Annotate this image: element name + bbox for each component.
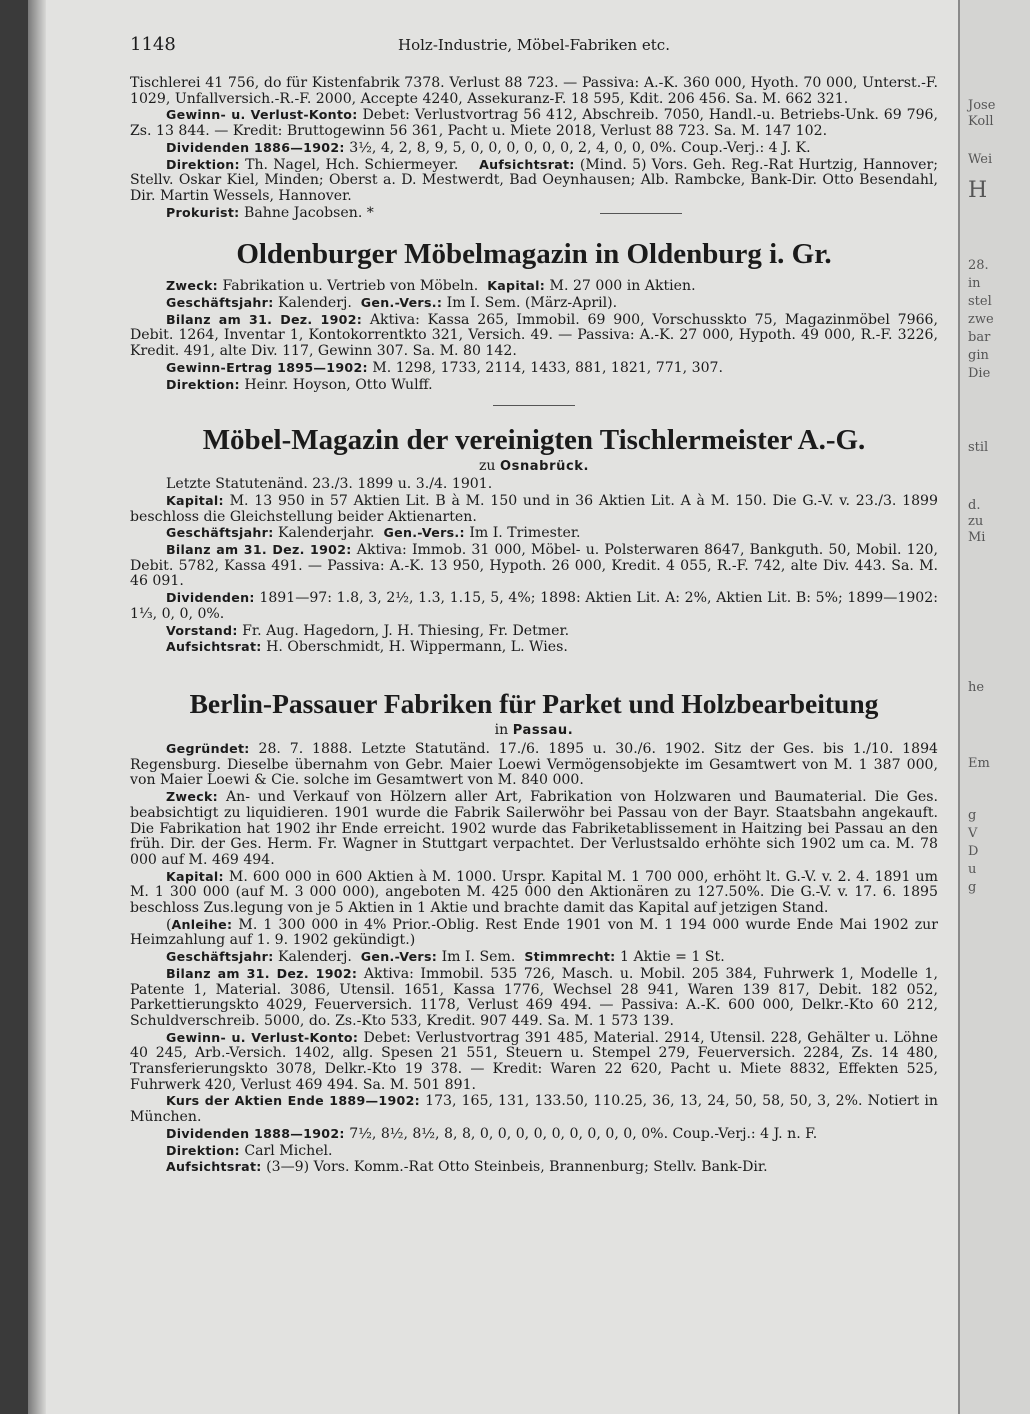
- entry-moebel-magazin: [130, 422, 938, 656]
- field-value: M. 13 950 in 57 Aktien Lit. B à M. 150 und in 36 Aktien Lit. A à M. 150. Die G.-V. v. 23./3. 1899 beschloss die Gleichstellung beider Aktienarten.: [130, 492, 938, 525]
- field-label: Vorstand:: [166, 622, 238, 638]
- field-label: Aufsichtsrat:: [479, 156, 575, 172]
- field-value: 173, 165, 131, 133.50, 110.25, 36, 13, 24, 50, 58, 50, 3, 2%. Notiert in München.: [130, 1093, 938, 1126]
- gewinn-ertrag: [130, 360, 938, 377]
- page-number: 1148: [130, 34, 176, 55]
- margin-fragment: D: [968, 844, 979, 859]
- margin-fragment: 28.: [968, 258, 989, 273]
- place-prefix: in: [494, 721, 509, 738]
- field-label: Gewinn-Ertrag 1895—1902:: [166, 359, 368, 375]
- vorstand: [130, 623, 938, 640]
- field-value: Kalenderj.: [278, 949, 352, 966]
- field-value: (3—9) Vors. Komm.-Rat Otto Steinbeis, Brannenburg; Stellv. Bank-Dir.: [266, 1159, 768, 1176]
- field-value: 28. 7. 1888. Letzte Statutänd. 17./6. 1895 u. 30./6. 1902. Sitz der Ges. bis 1./10. 1894 Regensburg. Dieselbe übernahm von Gebr. Maier Loewi Vermögensobjekte im Gesamtwert von M. 1 387 000, von Maier Loewi & Cie. solche im Gesamtwert von M. 840 000.: [130, 740, 939, 789]
- field-label: Direktion:: [166, 156, 240, 172]
- field-label: Direktion:: [166, 1142, 240, 1158]
- margin-fragment: d.: [968, 498, 981, 513]
- field-label: Bilanz am 31. Dez. 1902:: [166, 965, 358, 981]
- entry-berlin-passauer: [130, 686, 938, 1176]
- field-value: Carl Michel.: [244, 1142, 333, 1159]
- geschaeftsjahr: [130, 525, 938, 542]
- field-label: Dividenden:: [166, 590, 255, 606]
- field-label: Anleihe:: [171, 916, 233, 932]
- page-header: [130, 34, 938, 64]
- field-label: Gen.-Vers.:: [383, 525, 465, 541]
- kurs-der-aktien: [130, 1093, 938, 1125]
- company-place: [130, 722, 938, 739]
- field-label: Bilanz am 31. Dez. 1902:: [166, 311, 363, 327]
- field-label: Aufsichtsrat:: [166, 639, 262, 655]
- margin-fragment: Em: [968, 756, 990, 771]
- margin-fragment: stil: [968, 440, 989, 455]
- geschaeftsjahr: [130, 295, 938, 312]
- field-value: Debet: Verlustvortrag 56 412, Abschreib. 7050, Handl.-u. Betriebs-Unk. 69 796, Zs. 13 844. — Kredit: Bruttogewinn 56 361, Pacht u. Miete 2018, Verlust 88 723. Sa. M. 147 102.: [130, 107, 938, 140]
- company-place: [130, 458, 938, 475]
- field-value: Debet: Verlustvortrag 391 485, Material. 2914, Utensil. 228, Gehälter u. Löhne 40 245, Arb.-Versich. 1402, allg. Spesen 21 551, Steuern u. Stempel 279, Feuerversich. 2284, Zs. 14 480, Transferierungskto 3078, Delkr.-Kto 19 378. — Kredit: Waren 22 620, Pacht u. Miete 8832, Effekten 525, Fuhrwerk 420, Verlust 469 494. Sa. M. 501 891.: [130, 1029, 938, 1093]
- place-name: Passau.: [512, 722, 574, 738]
- margin-fragment: zwe: [968, 312, 994, 327]
- gewinn-verlust-konto: [130, 1030, 938, 1094]
- margin-fragment: Jose: [968, 98, 996, 113]
- section-divider: [600, 213, 682, 214]
- field-label: Gewinn- u. Verlust-Konto:: [166, 107, 358, 123]
- field-value: Aktiva: Immob. 31 000, Möbel- u. Polsterwaren 8647, Bankguth. 50, Mobil. 120, Debit. 5782, Kassa 491. — Passiva: A.-K. 13 950, Hypoth. 26 000, Kredit. 4 055, R.-F. 742, alte Div. 443. Sa. M. 46 091.: [130, 542, 938, 590]
- field-label: Aufsichtsrat:: [166, 1159, 262, 1175]
- field-label: Dividenden 1888—1902:: [166, 1125, 345, 1141]
- margin-fragment: stel: [968, 294, 992, 309]
- margin-fragment: he: [968, 680, 985, 695]
- balance-continued-text: Tischlerei 41 756, do für Kistenfabrik 7378. Verlust 88 723. — Passiva: A.-K. 360 000, Hyoth. 70 000, Unterst.-F. 1029, Unfallversich.-R.-F. 2000, Accepte 4240, Assekuranz-F. 18 595, Kdit. 206 456. Sa. M. 662 321.: [130, 75, 938, 107]
- field-value: M. 1298, 1733, 2114, 1433, 881, 1821, 771, 307.: [372, 359, 723, 376]
- field-label: Zweck:: [166, 278, 218, 294]
- field-label: Bilanz am 31. Dez. 1902:: [166, 542, 352, 558]
- margin-fragment: bar: [968, 330, 991, 345]
- field-value: 3½, 4, 2, 8, 9, 5, 0, 0, 0, 0, 0, 0, 2, 4, 0, 0, 0%. Coup.-Verj.: 4 J. K.: [349, 139, 811, 156]
- field-label: Gewinn- u. Verlust-Konto:: [166, 1029, 359, 1045]
- adjacent-page-margin: [958, 0, 1030, 1414]
- field-label: Direktion:: [166, 376, 240, 392]
- geschaeftsjahr: [130, 949, 938, 966]
- dividenden: [130, 140, 938, 157]
- margin-fragment: Die: [968, 366, 991, 381]
- field-label: Kurs der Aktien Ende 1889—1902:: [166, 1093, 421, 1109]
- company-title: Berlin-Passauer Fabriken für Parket und Holzbearbeitung: [189, 687, 879, 719]
- field-value: M. 1 300 000 in 4% Prior.-Oblig. Rest Ende 1901 von M. 1 194 000 wurde Ende Mai 1902 zur Heimzahlung auf 1. 9. 1902 gekündigt.): [130, 916, 938, 949]
- field-label: Gen.-Vers:: [360, 949, 438, 965]
- margin-fragment: g: [968, 880, 977, 895]
- field-label: Geschäftsjahr:: [166, 949, 274, 965]
- section-divider: [493, 405, 575, 406]
- field-label: Zweck:: [166, 789, 218, 805]
- field-value: Heinr. Hoyson, Otto Wulff.: [244, 376, 433, 393]
- gewinn-verlust-konto: [130, 107, 938, 139]
- bilanz: [130, 966, 938, 1030]
- field-value: Fabrikation u. Vertrieb von Möbeln.: [222, 278, 479, 295]
- field-label: Prokurist:: [166, 204, 240, 220]
- entry-oldenburger: [130, 236, 938, 393]
- field-value: Fr. Aug. Hagedorn, J. H. Thiesing, Fr. Detmer.: [242, 622, 570, 639]
- place-name: Osnabrück.: [499, 459, 590, 475]
- margin-fragment: g: [968, 808, 977, 823]
- field-label: Kapital:: [166, 868, 224, 884]
- field-value: Aktiva: Immobil. 535 726, Masch. u. Mobil. 205 384, Fuhrwerk 1, Modelle 1, Patente 1, Material. 3086, Utensil. 1651, Kassa 1776, Wechsel 28 941, Waren 139 817, Debit. 182 052, Parkettierungskto 4029, Feuerversich. 1178, Verlust 469 494. — Passiva: A.-K. 600 000, Delkr.-Kto 60 212, Schuldverschreib. 5000, do. Zs.-Kto 533, Kredit. 907 449. Sa. M. 1 573 139.: [130, 965, 938, 1029]
- margin-fragment: Wei: [968, 152, 993, 167]
- aufsichtsrat: [130, 639, 938, 656]
- margin-fragment: in: [968, 276, 981, 291]
- field-value: M. 27 000 in Aktien.: [549, 278, 696, 295]
- margin-fragment: gin: [968, 348, 989, 363]
- company-title: Möbel-Magazin der vereinigten Tischlermeister A.-G.: [202, 424, 866, 457]
- dividenden: [130, 590, 938, 622]
- prokurist: [130, 205, 938, 222]
- field-label: Gen.-Vers.:: [360, 295, 443, 311]
- margin-fragment: Mi: [968, 530, 986, 545]
- field-value: 7½, 8½, 8½, 8, 8, 0, 0, 0, 0, 0, 0, 0, 0, 0, 0%. Coup.-Verj.: 4 J. n. F.: [349, 1125, 818, 1142]
- field-value: Im I. Sem.: [441, 949, 516, 966]
- bilanz: [130, 312, 938, 360]
- field-label: Geschäftsjahr:: [166, 295, 274, 311]
- field-value: M. 600 000 in 600 Aktien à M. 1000. Urspr. Kapital M. 1 700 000, erhöht lt. G.-V. v. 2. 4. 1891 um M. 1 300 000 (auf M. 3 000 000), angeboten M. 425 000 den Aktionären zu 127.50%. Die G.-V. v. 17. 6. 1895 beschloss Zus.legung von je 5 Aktien in 1 Aktie und brachte damit das Kapital auf jetzigen Stand.: [130, 868, 938, 917]
- field-label: Stimmrecht:: [524, 949, 616, 965]
- field-value: Im I. Trimester.: [469, 525, 581, 542]
- direktion: [130, 1143, 938, 1160]
- field-label: Dividenden 1886—1902:: [166, 139, 345, 155]
- field-value: Kalenderj.: [278, 295, 352, 312]
- anleihe: (Anleihe: M. 1 300 000 in 4% Prior.-Oblig. Rest Ende 1901 von M. 1 194 000 wurde Ende Mai 1902 zur Heimzahlung auf 1. 9. 1902 gekündigt.): [130, 916, 938, 949]
- direktion-aufsichtsrat: [130, 157, 938, 205]
- field-value: Aktiva: Kassa 265, Immobil. 69 900, Vorschusskto 75, Magazinmöbel 7966, Debit. 1264, Inventar 1, Kontokorrentkto 321, Versich. 49. — Passiva: A.-K. 27 000, Hypoth. 49 000, R.-F. 3226, Kredit. 491, alte Div. 117, Gewinn 307. Sa. M. 80 142.: [130, 311, 938, 360]
- zweck: [130, 789, 938, 869]
- field-label: Gegründet:: [166, 740, 250, 756]
- gegruendet: [130, 741, 938, 789]
- field-value: (Mind. 5) Vors. Geh. Reg.-Rat Hurtzig, Hannover; Stellv. Oskar Kiel, Minden; Oberst a. D. Mestwerdt, Bad Oeynhausen; Alb. Rambcke, Bank-Dir. Otto Besendahl, Dir. Martin Wessels, Hannover.: [130, 156, 938, 204]
- margin-fragment: V: [968, 826, 978, 841]
- entry-continued: [130, 76, 938, 221]
- page-binding-shadow: [28, 0, 46, 1414]
- margin-fragment: H: [968, 178, 988, 203]
- field-value: 1891—97: 1.8, 3, 2½, 1.3, 1.15, 5, 4%; 1898: Aktien Lit. A: 2%, Aktien Lit. B: 5%; 1899—1902: 1⅓, 0, 0, 0%.: [130, 590, 938, 622]
- margin-fragment: zu: [968, 514, 984, 529]
- field-label: Kapital:: [487, 278, 546, 294]
- aufsichtsrat: [130, 1159, 938, 1176]
- field-label: Geschäftsjahr:: [166, 525, 274, 541]
- field-label: Kapital:: [166, 492, 224, 508]
- field-value: 1 Aktie = 1 St.: [620, 949, 725, 966]
- margin-fragment: Koll: [968, 114, 994, 129]
- field-value: Th. Nagel, Hch. Schiermeyer.: [245, 156, 459, 173]
- company-title: Oldenburger Möbelmagazin in Oldenburg i. Gr.: [236, 238, 832, 271]
- direktion: [130, 377, 938, 394]
- place-prefix: zu: [478, 458, 496, 475]
- kapital: [130, 493, 938, 525]
- zweck-kapital: [130, 278, 938, 295]
- statutenaenderung: [130, 477, 938, 493]
- kapital: [130, 869, 938, 917]
- field-value: Im I. Sem. (März-April).: [446, 295, 618, 312]
- running-title: Holz-Industrie, Möbel-Fabriken etc.: [398, 36, 670, 54]
- field-value: H. Oberschmidt, H. Wippermann, L. Wies.: [266, 639, 568, 656]
- page-content: [130, 34, 938, 1176]
- bilanz: [130, 542, 938, 590]
- field-value: Bahne Jacobsen. *: [244, 204, 374, 221]
- dividenden: [130, 1126, 938, 1143]
- margin-fragment: u: [968, 862, 977, 877]
- field-value: Kalenderjahr.: [278, 525, 375, 542]
- field-value: An- und Verkauf von Hölzern aller Art, Fabrikation von Holzwaren und Baumaterial. Die Ges. beabsichtigt zu liquidieren. 1901 wurde die Fabrik Sailerwöhr bei Passau von der Bayr. Staatsbahn angekauft. Die Fabrikation hat 1902 ihr Ende erreicht. 1902 wurde das Fabriketablissement in Haitzing bei Passau an den früh. Dir. der Ges. Herm. Fr. Wagner in Stuttgart verpachtet. Der Verlustsaldo erhöhte sich 1902 um ca. M. 78 000 auf M. 469 494.: [130, 789, 938, 868]
- balance-continued: [130, 76, 938, 107]
- book-page: [28, 0, 996, 1414]
- field-value: Letzte Statutenänd. 23./3. 1899 u. 3./4. 1901.: [166, 476, 493, 493]
